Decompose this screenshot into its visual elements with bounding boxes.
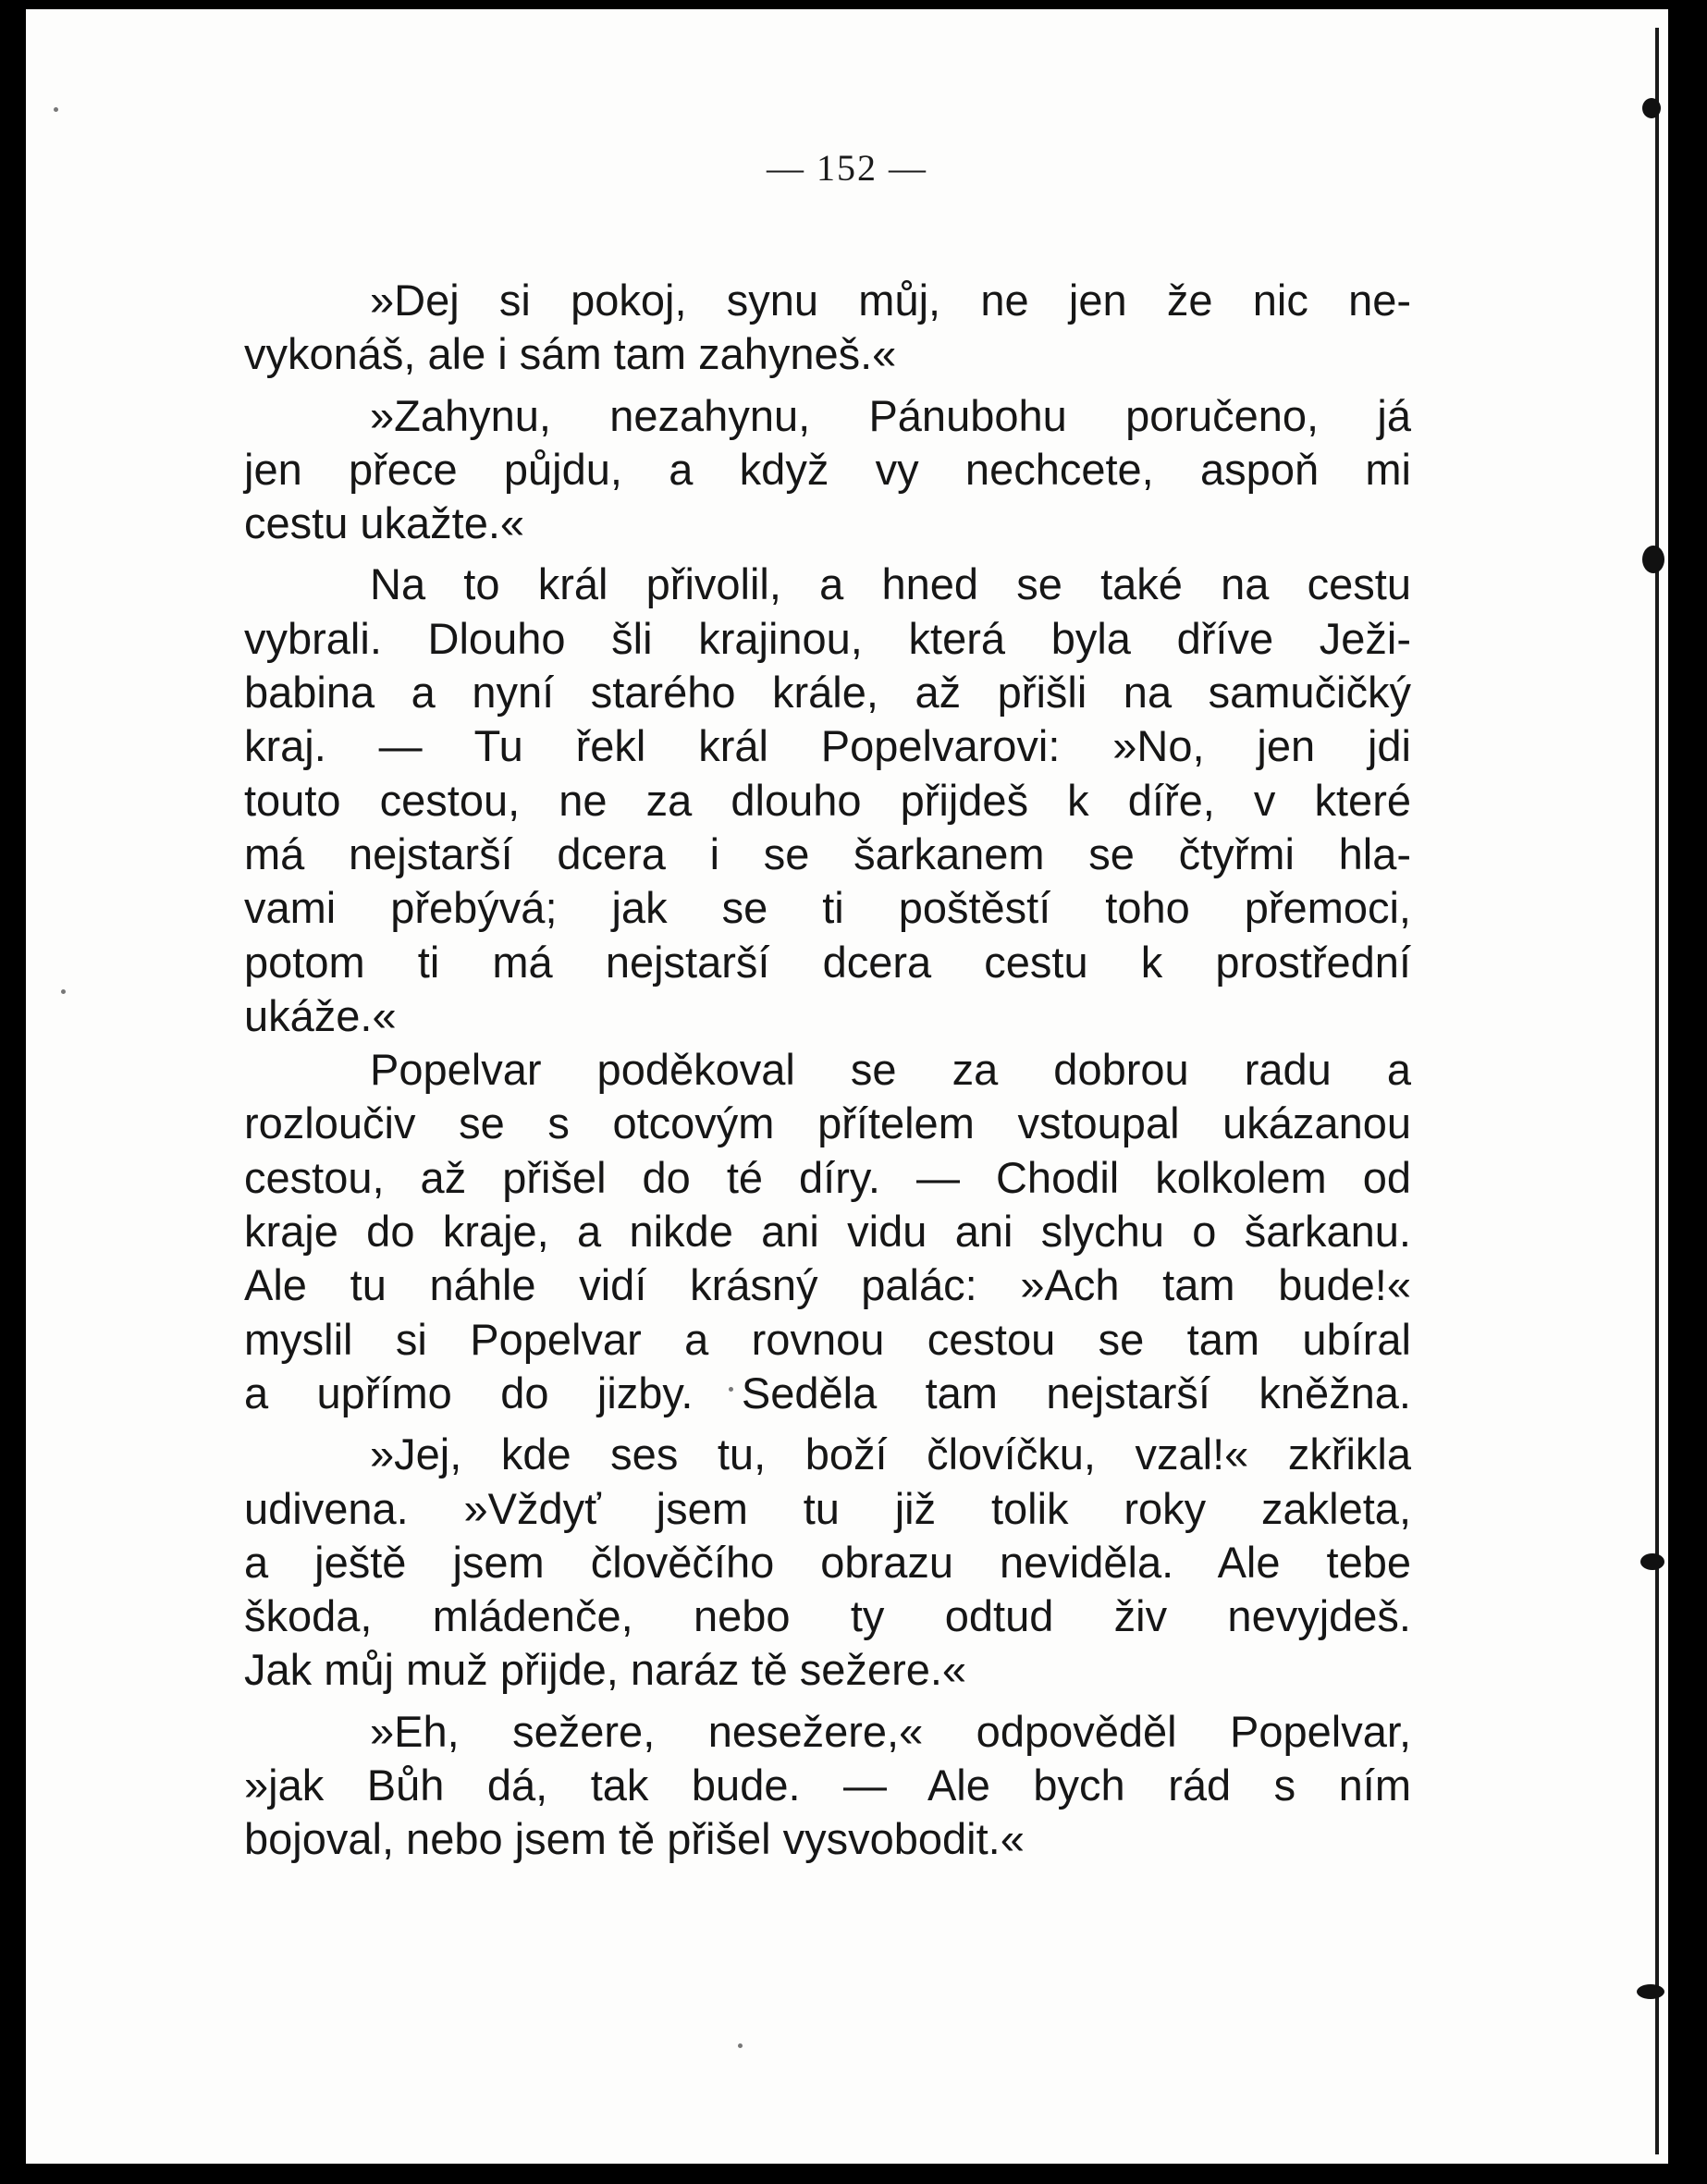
edge-blot [1642,98,1661,118]
text-line: udivena. »Vždyť jsem tu již tolik roky zakleta, [244,1483,1411,1533]
text-line: má nejstarší dcera i se šarkanem se čtyřmi hla- [244,828,1411,878]
text-line: cestu ukažte.« [244,498,525,548]
text-line: »Jej, kde ses tu, boží človíčku, vzal!« zkřikla [370,1429,1411,1479]
paragraph [244,1043,1411,1420]
text-line: »Dej si pokoj, synu můj, ne jen že nic ne- [370,276,1411,325]
text-line: ukáže.« [244,990,397,1040]
edge-blot [1637,1984,1664,1999]
dust-speck [738,2043,743,2048]
text-line: »jak Bůh dá, tak bude. — Ale bych rád s ním [244,1761,1411,1810]
text-line: myslil si Popelvar a rovnou cestou se tam ubíral [244,1314,1411,1364]
paragraph [244,1428,1411,1697]
page-number: — 152 — [767,147,927,189]
text-line: Jak můj muž přijde, naráz tě sežere.« [244,1645,967,1695]
text-line: kraje do kraje, a nikde ani vidu ani slychu o šarkanu. [244,1207,1411,1257]
text-line: bojoval, nebo jsem tě přišel vysvobodit.« [244,1814,1025,1864]
paragraph [244,558,1411,1043]
text-line: a ještě jsem člověčího obrazu neviděla. Ale tebe [244,1537,1411,1587]
paragraph [244,389,1411,551]
page-edge-line [1655,28,1659,2154]
paragraph [244,274,1411,382]
text-line: Popelvar poděkoval se za dobrou radu a [370,1045,1411,1095]
body-text [244,274,1411,1867]
text-line: kraj. — Tu řekl král Popelvarovi: »No, jen jdi [244,721,1411,771]
text-line: babina a nyní starého krále, až přišli na samučičký [244,668,1411,718]
edge-blot [1640,1553,1664,1570]
text-line: a upřímo do jizby. Seděla tam nejstarší kněžna. [244,1368,1411,1417]
text-line: vybrali. Dlouho šli krajinou, která byla dříve Ježi- [244,613,1411,663]
text-line: touto cestou, ne za dlouho přijdeš k díře, v které [244,775,1411,825]
dust-speck [54,107,58,112]
text-line: jen přece půjdu, a když vy nechcete, aspoň mi [244,444,1411,494]
text-line: »Zahynu, nezahynu, Pánubohu poručeno, já [370,390,1411,440]
dust-speck [61,989,66,994]
text-line: cestou, až přišel do té díry. — Chodil kolkolem od [244,1152,1411,1202]
text-line: potom ti má nejstarší dcera cestu k prostřední [244,937,1411,987]
text-line: Na to král přivolil, a hned se také na cestu [370,559,1411,609]
book-page [26,9,1668,2164]
text-line: rozloučiv se s otcovým přítelem vstoupal ukázanou [244,1098,1411,1148]
text-line: vykonáš, ale i sám tam zahyneš.« [244,329,897,379]
text-line: »Eh, sežere, nesežere,« odpověděl Popelvar, [370,1706,1411,1756]
text-line: vami přebývá; jak se ti poštěstí toho přemoci, [244,883,1411,933]
paragraph [244,1705,1411,1867]
edge-blot [1642,546,1664,573]
text-line: škoda, mládenče, nebo ty odtud živ nevyjdeš. [244,1591,1411,1641]
text-line: Ale tu náhle vidí krásný palác: »Ach tam bude!« [244,1260,1411,1310]
